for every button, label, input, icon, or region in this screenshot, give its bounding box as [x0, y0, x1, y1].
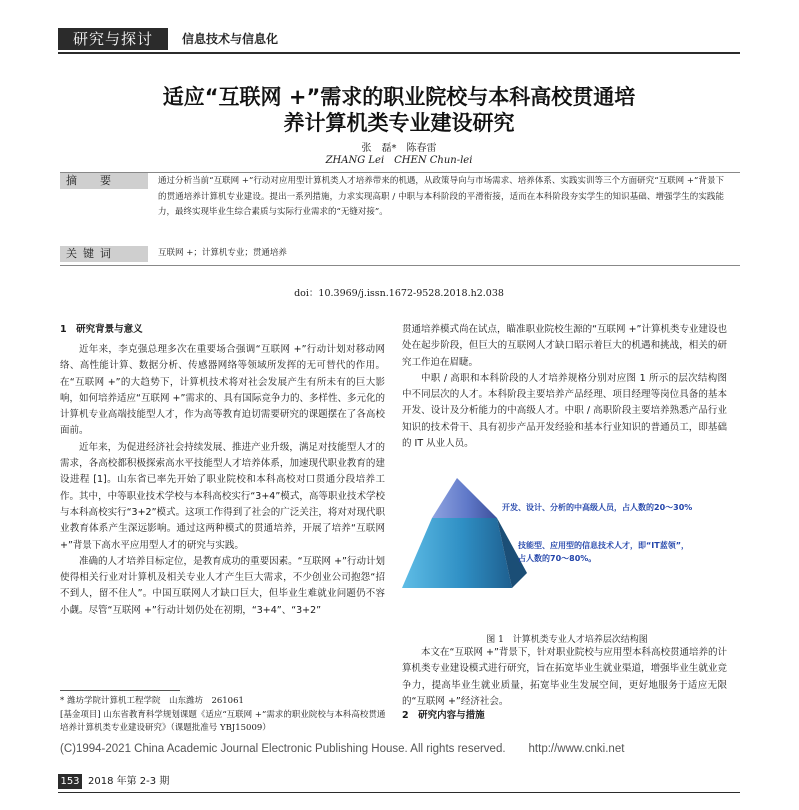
page-number: 153 — [58, 774, 82, 789]
footnote-affiliation: * 潍坊学院计算机工程学院 山东潍坊 261061 — [60, 696, 244, 706]
footnote-rule — [60, 690, 180, 691]
section-heading-2: 2 研究内容与措施 — [402, 710, 485, 721]
keywords-text: 互联网 +；计算机专业；贯通培养 — [158, 248, 287, 258]
pyramid-figure — [402, 478, 732, 628]
header-rule — [58, 52, 740, 54]
copyright-notice: (C)1994-2021 China Academic Journal Electronic Publishing House. All rights reserved. http://www.cnki.net — [60, 743, 625, 755]
figure-caption: 图 1 计算机类专业人才培养层次结构图 — [486, 635, 648, 645]
doi: doi：10.3969/j.issn.1672-9528.2018.h2.038 — [294, 288, 504, 299]
paragraph: 本文在“互联网 +”背景下，针对职业院校与应用型本科高校贯通培养的计算机类专业建设模式进行研究，旨在拓宽毕业生就业渠道，增强毕业生就业竞争力，提高毕业生就业质量，拓宽毕业生发展空间，更好地服务于适应无限的“互联网 +”经济社会。 — [402, 647, 727, 707]
paragraph: 近年来，为促进经济社会持续发展、推进产业升级，满足对技能型人才的需求，各高校都积极探索高水平技能型人才培养体系，加速现代职业教育的建设进程 [1]。山东省已率先开始了职业院校和本科高校对口贯通分段培养工作。其中，中等职业技术学校与本科高校实行“3+4”模式，高等职业技术学校与本科高校实行“3+2”模式。这项工作得到了社会的广泛关注，将对对现代职业教育体系产生深远影响。通过这两种模式的贯通培养，开展了培养“互联网 +”背景下高水平应用型人才的研究与实践。 — [60, 441, 385, 551]
abstract-label: 摘 要 — [60, 173, 148, 189]
section-name: 信息技术与信息化 — [182, 32, 279, 46]
footer-rule — [58, 792, 740, 793]
paragraph: 中职 / 高职和本科阶段的人才培养规格分别对应图 1 所示的层次结构图中不同层次的人才。本科阶段主要培养产品经理、项目经理等岗位具备的基本开发、设计及分析能力的中高级人才。中职 / 高职阶段主要培养熟悉产品行业知识的技术骨干、具有初步产品开发经验和基本行业知识的普通员工，即基础的 IT 从业人员。 — [402, 372, 727, 450]
right-column-heading — [402, 708, 727, 728]
footnote — [60, 695, 390, 736]
issue-label: 2018 年第 2-3 期 — [88, 776, 170, 787]
left-column — [60, 322, 385, 619]
abstract-rule-bottom — [60, 265, 740, 266]
section-tag: 研究与探讨 — [58, 28, 168, 50]
title-line-2: 养计算机类专业建设研究 — [283, 111, 515, 135]
pyramid-bottom-label-2: 占人数的70～80%。 — [518, 554, 597, 563]
right-column — [402, 322, 727, 452]
footnote-fund: [基金项目] 山东省教育科学规划课题《适应“互联网 +”需求的职业院校与本科高校贯通培养计算机类专业建设研究》（课题批准号 YBJ15009） — [60, 709, 386, 733]
title-line-1: 适应“互联网 +”需求的职业院校与本科高校贯通培 — [162, 85, 636, 109]
authors: 张 磊* 陈春雷 — [361, 143, 437, 154]
abstract-rule-top — [60, 172, 740, 173]
pyramid-bottom-label-1: 技能型、应用型的信息技术人才，即“IT蓝领”， — [518, 541, 689, 550]
right-column-lower — [402, 645, 727, 710]
keywords-label: 关键词 — [60, 246, 148, 262]
pyramid-top-label: 开发、设计、分析的中高级人员，占人数的20～30% — [502, 503, 693, 512]
section-heading-1: 1 研究背景与意义 — [60, 324, 143, 335]
paragraph: 近年来，李克强总理多次在重要场合强调“互联网 +”行动计划对移动网络、高性能计算、数据分析、传感器网络等领域所发挥的无可替代的作用。在“互联网 +”的大趋势下，计算机技术将对社会发展产生有所未有的巨大影响，如何培养适应“互联网 +”需求的、具有国际竞争力的、多样性、多元化的计算机专业高端技能型人才，作为高等教育迫切需要研究的课题摆在了各高校面前。 — [60, 344, 385, 437]
pyramid-apex — [432, 478, 497, 518]
pyramid-base — [402, 518, 512, 588]
authors-en: ZHANG Lei CHEN Chun-lei — [325, 155, 473, 166]
article-title — [58, 84, 740, 136]
paragraph: 准确的人才培养目标定位，是教育成功的重要因素。“互联网 +”行动计划使得相关行业对计算机及相关专业人才产生巨大需求，不少创业公司抱怨“招不到人，留不住人”。中国互联网人才缺口巨大，但毕业生难就业问题仍不容小觑。尽管“互联网 +”行动计划仍处在初期，“3+4”、“3+2” — [60, 555, 385, 616]
abstract-text: 通过分析当前“互联网 +”行动对应用型计算机类人才培养带来的机遇，从政策导向与市场需求、培养体系、实践实训等三个方面研究“互联网 +”背景下的贯通培养计算机专业建设。提出一系列措施，力求实现高职 / 中职与本科阶段的平滑衔接，适而在本科阶段夯实学生的知识基础、增强学生的实践能力，最终实现毕业生综合素质与实际行业需求的“无缝对接”。 — [158, 176, 724, 217]
paragraph: 贯通培养模式尚在试点，瞄准职业院校生源的“互联网 +”计算机类专业建设也处在起步阶段，但巨大的互联网人才缺口昭示着巨大的机遇和挑战，相关的研究工作迫在眉睫。 — [402, 324, 727, 368]
